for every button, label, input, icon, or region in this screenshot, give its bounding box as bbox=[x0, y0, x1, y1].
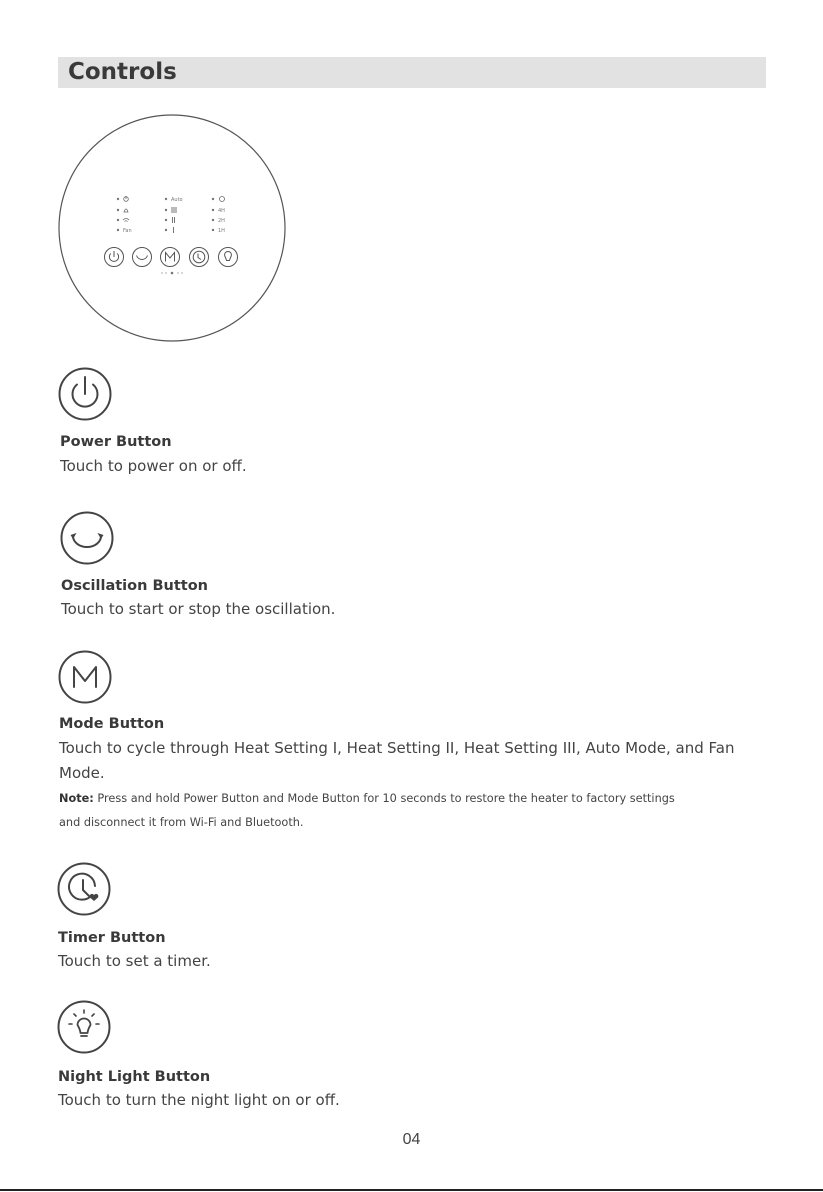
auto-indicator-label: Auto bbox=[171, 197, 183, 203]
night-light-button-heading: Night Light Button bbox=[58, 1069, 211, 1085]
svg-text:2H: 2H bbox=[218, 218, 225, 224]
mode-button-description-line-2: Mode. bbox=[59, 764, 105, 782]
panel-buttons bbox=[105, 248, 238, 267]
heat-level-indicators bbox=[172, 207, 176, 233]
night-light-icon bbox=[57, 1000, 111, 1054]
panel-status-dots bbox=[161, 272, 182, 275]
power-icon bbox=[58, 367, 112, 421]
mode-button-heading: Mode Button bbox=[59, 716, 165, 732]
timer-indicator-icon bbox=[220, 197, 225, 202]
indicator-column-1 bbox=[117, 198, 119, 231]
timer-icon bbox=[57, 862, 111, 916]
fan-indicator-label: Fan bbox=[123, 228, 132, 234]
oscillation-icon bbox=[60, 511, 114, 565]
power-button-description: Touch to power on or off. bbox=[60, 457, 247, 475]
oscillation-button-description: Touch to start or stop the oscillation. bbox=[61, 600, 336, 618]
svg-text:4H: 4H bbox=[218, 208, 225, 214]
control-panel-diagram bbox=[58, 114, 286, 342]
power-button-heading: Power Button bbox=[60, 434, 172, 450]
mode-icon bbox=[58, 650, 112, 704]
night-light-button-description: Touch to turn the night light on or off. bbox=[58, 1091, 340, 1109]
page-bottom-rule bbox=[0, 1189, 823, 1191]
svg-text:1H: 1H bbox=[218, 228, 225, 234]
mode-button-description-line-1: Touch to cycle through Heat Setting I, Heat Setting II, Heat Setting III, Auto Mode, and Fan bbox=[59, 739, 735, 757]
indicator-icons-1 bbox=[123, 196, 129, 222]
page-number: 04 bbox=[402, 1131, 421, 1148]
mode-button-note-line-1: Note: Press and hold Power Button and Mode Button for 10 seconds to restore the heater to factory settings bbox=[59, 792, 675, 805]
mode-button-note-line-2: and disconnect it from Wi-Fi and Bluetooth. bbox=[59, 816, 304, 829]
section-title: Controls bbox=[68, 59, 177, 85]
timer-button-description: Touch to set a timer. bbox=[58, 952, 211, 970]
note-label: Note: bbox=[59, 792, 94, 805]
oscillation-button-heading: Oscillation Button bbox=[61, 578, 209, 594]
timer-button-heading: Timer Button bbox=[58, 930, 166, 946]
section-header bbox=[58, 57, 766, 88]
